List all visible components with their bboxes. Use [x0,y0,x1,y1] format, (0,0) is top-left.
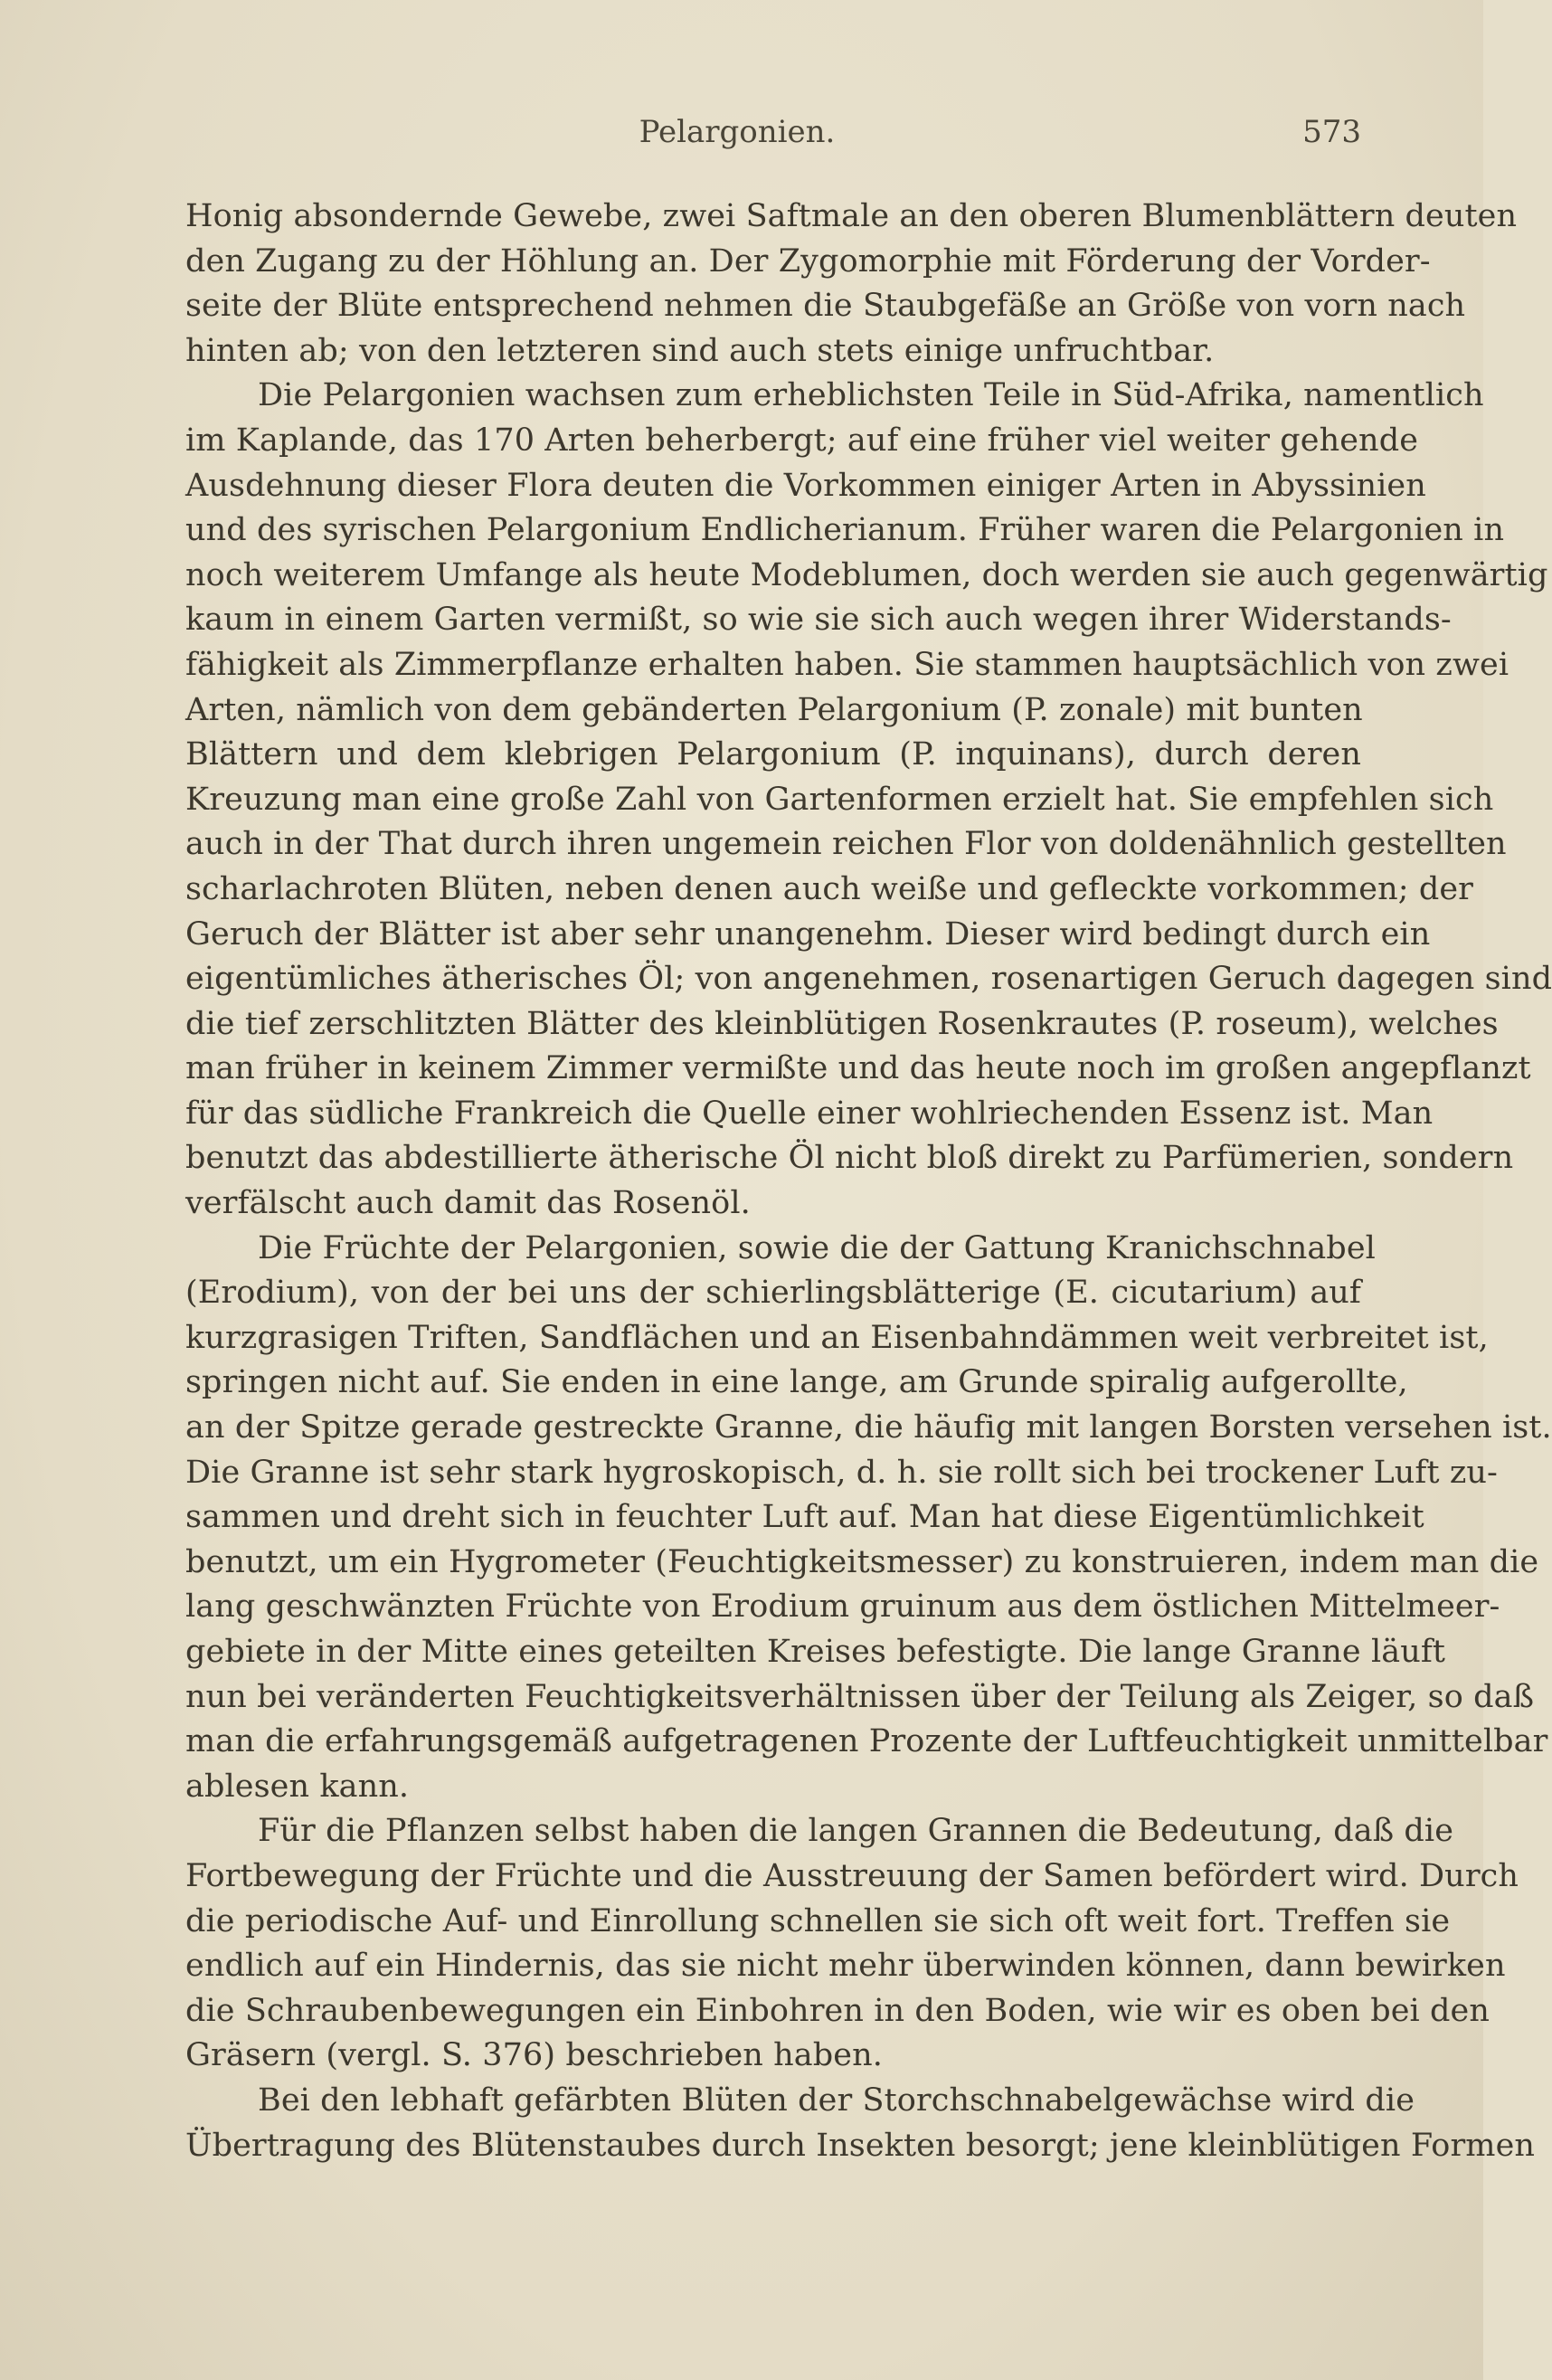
text-line: Die Granne ist sehr stark hygroskopisch, d. h. sie rollt sich bei trockener Luft zu- [185,1454,1498,1491]
text-line: Die Früchte der Pelargonien, sowie die der Gattung Kranichschnabel [258,1229,1376,1266]
text-line: Honig absondernde Gewebe, zwei Saftmale an den oberen Blumenblättern deuten [185,198,1518,234]
text-line: lang geschwänzten Früchte von Erodium gruinum aus dem östlichen Mittelmeer- [185,1588,1500,1626]
text-line: sammen und dreht sich in feuchter Luft auf. Man hat diese Eigentümlichkeit [185,1499,1424,1536]
text-line: den Zugang zu der Höhlung an. Der Zygomorphie mit Förderung der Vorder- [185,242,1431,280]
text-line: scharlachroten Blüten, neben denen auch weiße und gefleckte vorkommen; der [185,870,1473,907]
text-line: endlich auf ein Hindernis, das sie nicht mehr überwinden können, dann bewirken [185,1948,1506,1985]
text-line: Bei den lebhaft gefärbten Blüten der Storchschnabelgewächse wird die [258,2081,1415,2119]
paragraph-1 [113,194,1518,374]
text-line: springen nicht auf. Sie enden in eine lange, am Grunde spiralig aufgerollte, [185,1364,1408,1401]
text-line: nun bei veränderten Feuchtigkeitsverhältnissen über der Teilung als Zeiger, so daß [185,1678,1535,1715]
page-header [113,107,1361,161]
text-line: hinten ab; von den letzteren sind auch stets einige unfruchtbar. [185,332,1215,369]
text-line: benutzt das abdestillierte ätherische Öl nicht bloß direkt zu Parfümerien, sondern [185,1140,1514,1177]
text-line: im Kaplande, das 170 Arten beherbergt; auf eine früher viel weiter gehende [185,422,1419,459]
text-line: Kreuzung man eine große Zahl von Gartenformen erzielt hat. Sie empfehlen sich [185,781,1494,818]
paragraph-5 [113,2079,1536,2168]
text-line: und des syrischen Pelargonium Endlicherianum. Früher waren die Pelargonien in [185,512,1505,549]
paragraph-4 [113,1809,1519,2079]
text-line: fähigkeit als Zimmerpflanze erhalten haben. Sie stammen hauptsächlich von zwei [185,646,1509,683]
text-line: ablesen kann. [185,1768,410,1805]
text-line: Blättern und dem klebrigen Pelargonium (P. inquinans), durch deren [185,736,1361,773]
page-number: 573 [1302,114,1361,150]
text-line: Für die Pflanzen selbst haben die langen Grannen die Bedeutung, daß die [258,1813,1454,1850]
text-line: man früher in keinem Zimmer vermißte und das heute noch im großen angepflanzt [185,1050,1531,1087]
text-line: die periodische Auf- und Einrollung schnellen sie sich oft weit fort. Treffen sie [185,1902,1451,1939]
text-line: Gräsern (vergl. S. 376) beschrieben haben. [185,2037,883,2074]
text-line: an der Spitze gerade gestreckte Granne, die häufig mit langen Borsten versehen ist. [185,1409,1552,1446]
text-line: kaum in einem Garten vermißt, so wie sie sich auch wegen ihrer Widerstands- [185,602,1452,639]
text-line: die tief zerschlitzten Blätter des kleinblütigen Rosenkrautes (P. roseum), welches [185,1005,1499,1042]
text-line: Die Pelargonien wachsen zum erheblichsten Teile in Süd-Afrika, namentlich [258,377,1484,414]
running-title: Pelargonien. [639,114,836,150]
body-text [113,194,1552,2168]
text-line: gebiete in der Mitte eines geteilten Kreises befestigte. Die lange Granne läuft [185,1634,1446,1670]
paragraph-3 [113,1227,1552,1810]
text-line: kurzgrasigen Triften, Sandflächen und an Eisenbahndämmen weit verbreitet ist, [185,1319,1489,1356]
text-line: eigentümliches ätherisches Öl; von angenehmen, rosenartigen Geruch dagegen sind [185,961,1552,998]
text-line: für das südliche Frankreich die Quelle einer wohlriechenden Essenz ist. Man [185,1095,1434,1132]
text-line: Arten, nämlich von dem gebänderten Pelargonium (P. zonale) mit bunten [185,691,1363,728]
text-line: Geruch der Blätter ist aber sehr unangenehm. Dieser wird bedingt durch ein [185,915,1431,953]
text-line: noch weiterem Umfange als heute Modeblumen, doch werden sie auch gegenwärtig [185,556,1548,593]
text-line: Übertragung des Blütenstaubes durch Insekten besorgt; jene kleinblütigen Formen [185,2127,1536,2164]
text-line: Fortbewegung der Früchte und die Ausstreuung der Samen befördert wird. Durch [185,1857,1519,1894]
text-line: verfälscht auch damit das Rosenöl. [185,1185,751,1222]
text-line: Ausdehnung dieser Flora deuten die Vorkommen einiger Arten in Abyssinien [185,467,1426,504]
paragraph-2 [113,374,1552,1226]
text-line: seite der Blüte entsprechend nehmen die Staubgefäße an Größe von vorn nach [185,288,1466,325]
text-line: man die erfahrungsgemäß aufgetragenen Prozente der Luftfeuchtigkeit unmittelbar [185,1723,1548,1760]
text-line: benutzt, um ein Hygrometer (Feuchtigkeitsmesser) zu konstruieren, indem man die [185,1543,1539,1580]
text-line: die Schraubenbewegungen ein Einbohren in den Boden, wie wir es oben bei den [185,1992,1490,2029]
text-line: (Erodium), von der bei uns der schierlingsblätterige (E. cicutarium) auf [185,1275,1361,1312]
text-line: auch in der That durch ihren ungemein reichen Flor von doldenähnlich gestellten [185,826,1507,863]
